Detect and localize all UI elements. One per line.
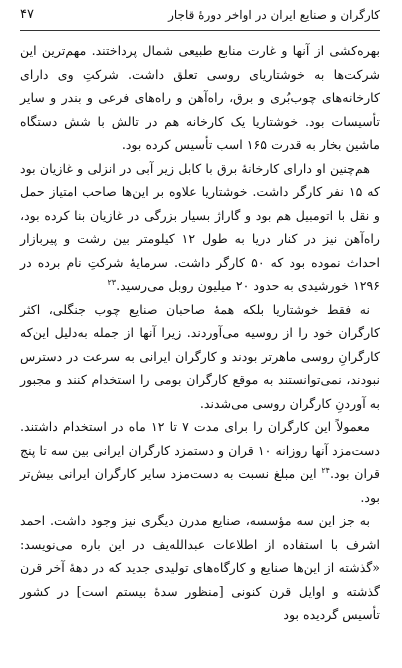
paragraph-text: بهره‌کشی از آنها و غارت منابع طبیعی شمال پرداختند. مهم‌ترین این شرکت‌ها به خوشتاریای روسی تعلق داشت. شرکتِ وی دارای کارخانه‌های چوب‌بُری و برق، راه‌آهن و راه‌های فرعی و بندر و سایر تأسیسات بود. خوشتاریا یک کارخانه هم در تالش با شش دستگاه ماشین بخار به قدرت ۱۶۵ اسب تأسیس کرده بود. — [20, 43, 380, 152]
paragraph — [20, 39, 380, 157]
page-body — [20, 39, 380, 627]
paragraph-text-tail: این مبلغ نسبت به دست‌مزد سایر کارگران ایرانی بیش‌تر بود. — [20, 466, 380, 505]
paragraph — [20, 509, 380, 627]
running-title: کارگران و صنایع ایران در اواخر دورهٔ قاجار — [168, 8, 380, 22]
paragraph — [20, 298, 380, 416]
footnote-marker: ۲۴ — [321, 465, 330, 475]
paragraph-text: به جز این سه مؤسسه، صنایع مدرن دیگری نیز وجود داشت. احمد اشرف با استفاده از اطلاعات عبدالله‌یف در این باره می‌نویسد: «گذشته از این‌ها صنایع و کارگاه‌های تولیدی جدید که در دههٔ آخر قرن گذشته و اوایل قرن کنونی [منظور سدهٔ بیستم است] در کشور تأسیس گردیده بود — [20, 513, 380, 622]
footnote-marker: ۲۳ — [107, 277, 117, 287]
book-page — [0, 6, 402, 668]
paragraph-text: معمولاً این کارگران را برای مدت ۷ تا ۱۲ ماه در استخدام داشتند. دست‌مزد آنها روزانه ۱۰ قران و دستمزد کارگران ایرانی بین سه تا پنج قران بود. — [20, 419, 381, 481]
paragraph — [20, 415, 380, 509]
page-header — [20, 6, 380, 31]
paragraph-text: نه فقط خوشتاریا بلکه همهٔ صاحبان صنایع چوب جنگلی، اکثر کارگران خود را از روسیه می‌آوردند. زیرا آنها از جمله به‌دلیل این‌که کارگرانِ روسی ماهرتر بودند و کارگران ایرانی به سرعت در دسترس نبودند، نمی‌توانستند به موقع کارگران بومی را استخدام کنند و مجبور به آوردنِ کارگران روسی می‌شدند. — [20, 301, 380, 411]
paragraph — [20, 157, 380, 298]
paragraph-text: هم‌چنین او دارای کارخانهٔ برق با کابل زیر آبی در انزلی و غازیان بود که ۱۵ نفر کارگر داشت. خوشتاریا علاوه بر این‌ها صاحب امتیاز حمل و نقل با اتومبیل هم بود و گاراژ بسیار بزرگی در غازیان بنا کرده بود، راه‌آهن نیز در کنار دریا به طول ۱۲ کیلومتر بین رشت و پیربازار احداث نموده بود که ۵۰ کارگر داشت. سرمایهٔ شرکتِ نام برده در ۱۲۹۶ خورشیدی به حدود ۲۰ میلیون روبل می‌رسید. — [20, 160, 380, 293]
page-number: ۴۷ — [20, 7, 34, 22]
